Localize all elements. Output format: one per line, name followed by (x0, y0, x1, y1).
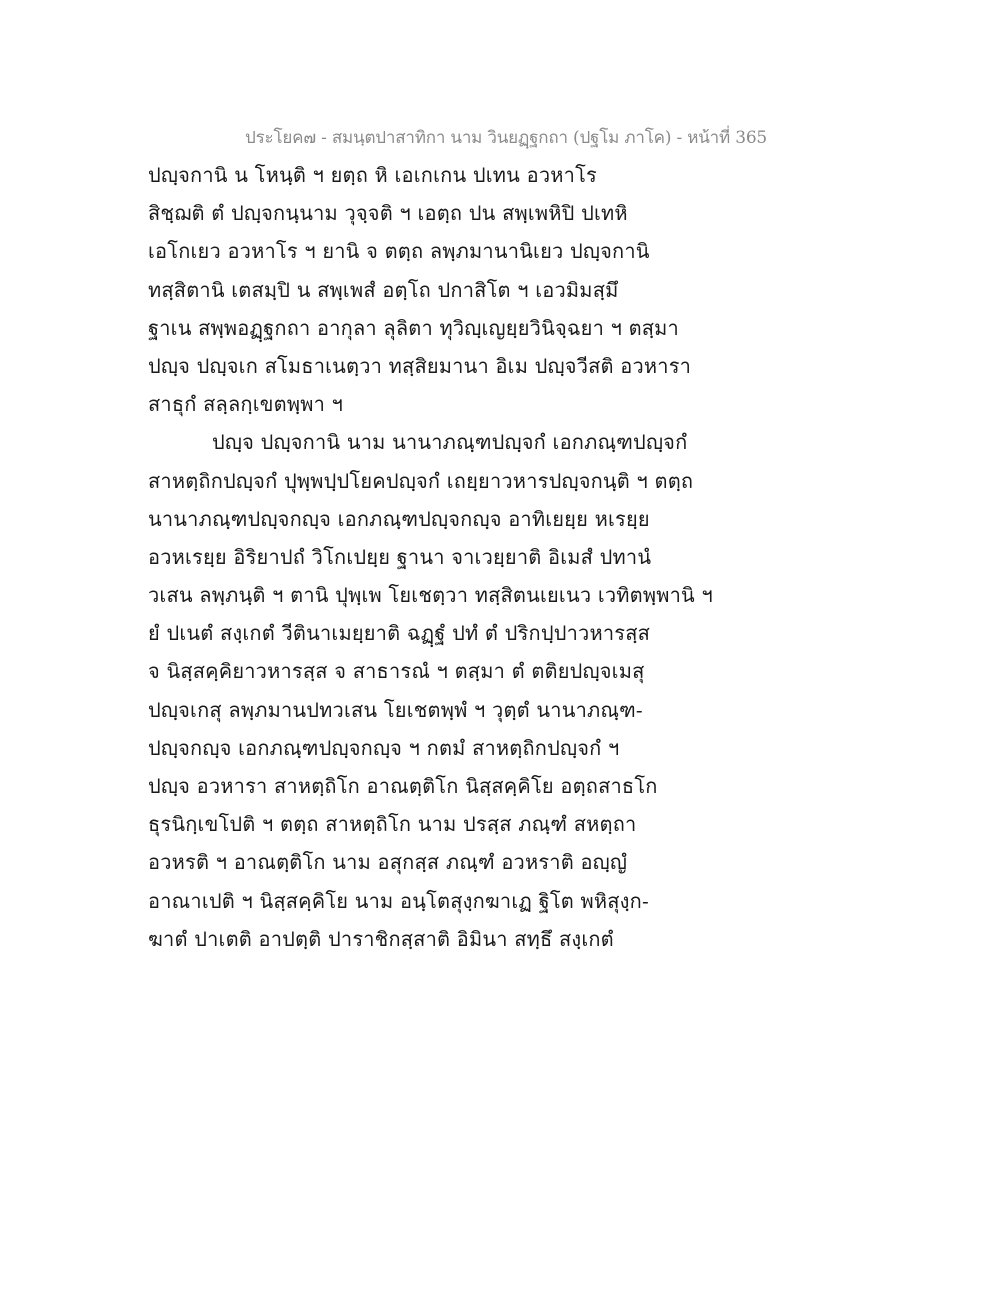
text-line: จ นิสฺสคฺคิยาวหารสฺส จ สาธารณํ ฯ ตสฺมา ตํ ตติยปญฺจเมสุ (148, 659, 645, 684)
text-line: สาหตฺถิกปญฺจกํ ปุพฺพปฺปโยคปญฺจกํ เถยฺยาวหารปญฺจกนฺติ ฯ ตตฺถ (148, 468, 694, 493)
text-line: ปญฺจกญฺจ เอกภณฺฑปญฺจกญฺจ ฯ กตมํ สาหตฺถิกปญฺจกํ ฯ (148, 735, 620, 760)
text-line: ปญฺจ อวหารา สาหตฺถิโก อาณตฺติโก นิสฺสคฺคิโย อตฺถสาธโก (148, 774, 658, 798)
text-line: ปญฺจกานิ น โหนฺติ ฯ ยตฺถ หิ เอเกเกน ปเทน อวหาโร (148, 163, 597, 187)
text-line: ยํ ปเนตํ สงฺเกตํ วีตินาเมยฺยาติ ฉฏฺฐํ ปทํ ตํ ปริกปฺปาวหารสฺส (148, 621, 651, 646)
body-text (148, 156, 713, 958)
text-line: ปญฺจ ปญฺจเก สโมธาเนตฺวา ทสฺสิยมานา อิเม ปญฺจวีสติ อวหารา (148, 353, 692, 378)
text-line: ธุรนิกฺเขโปติ ฯ ตตฺถ สาหตฺถิโก นาม ปรสฺส ภณฺฑํ สหตฺถา (148, 812, 637, 837)
text-line: อาณาเปติ ฯ นิสฺสคฺคิโย นาม อนฺโตสุงฺกฆาเฏ ฐิโต พหิสุงฺก- (148, 888, 649, 913)
text-line: ทสฺสิตานิ เตสมฺปิ น สพฺเพสํ อตฺโถ ปกาสิโต ฯ เอวมิมสฺมึ (148, 277, 619, 302)
text-line: ฐาเน สพฺพอฏฺฐกถา อากุลา ลุลิตา ทุวิญฺเญยฺยวินิจฺฉยา ฯ ตสฺมา (148, 315, 679, 340)
text-line: สิชฺฌติ ตํ ปญฺจกนฺนาม วุจฺจติ ฯ เอตฺถ ปน สพฺเพหิปิ ปเทหิ (148, 201, 628, 226)
text-line: นานาภณฺฑปญฺจกญฺจ เอกภณฺฑปญฺจกญฺจ อาทิเยยฺย หเรยฺย (148, 506, 650, 531)
text-line: อวหรติ ฯ อาณตฺติโก นาม อสุกสฺส ภณฺฑํ อวหราติ อญฺญํ (148, 850, 628, 875)
page-header: ประโยค๗ - สมนฺตปาสาทิกา นาม วินยฏฺฐกถา (ปฐโม ภาโค) - หน้าที่ 365 (245, 128, 768, 148)
text-line: ฆาตํ ปาเตติ อาปตฺติ ปาราชิกสฺสาติ อิมินา สทฺธึ สงฺเกตํ (148, 926, 614, 951)
paragraph-first-line: ปญฺจ ปญฺจกานิ นาม นานาภณฺฑปญฺจกํ เอกภณฺฑปญฺจกํ (212, 430, 688, 455)
text-line: อวหเรยฺย อิริยาปถํ วิโกเปยฺย ฐานา จาเวยฺยาติ อิเมสํ ปทานํ (148, 544, 652, 569)
text-line: ปญฺจเกสุ ลพฺภมานปทวเสน โยเชตพฺพํ ฯ วุตฺตํ นานาภณฺฑ- (148, 697, 643, 722)
text-line: เอโกเยว อวหาโร ฯ ยานิ จ ตตฺถ ลพฺภมานานิเยว ปญฺจกานิ (148, 239, 650, 264)
text-line: วเสน ลพฺภนฺติ ฯ ตานิ ปุพฺเพ โยเชตฺวา ทสฺสิตนเยเนว เวทิตพฺพานิ ฯ (148, 583, 713, 608)
text-line: สาธุกํ สลฺลกฺเขตพฺพา ฯ (148, 392, 344, 417)
